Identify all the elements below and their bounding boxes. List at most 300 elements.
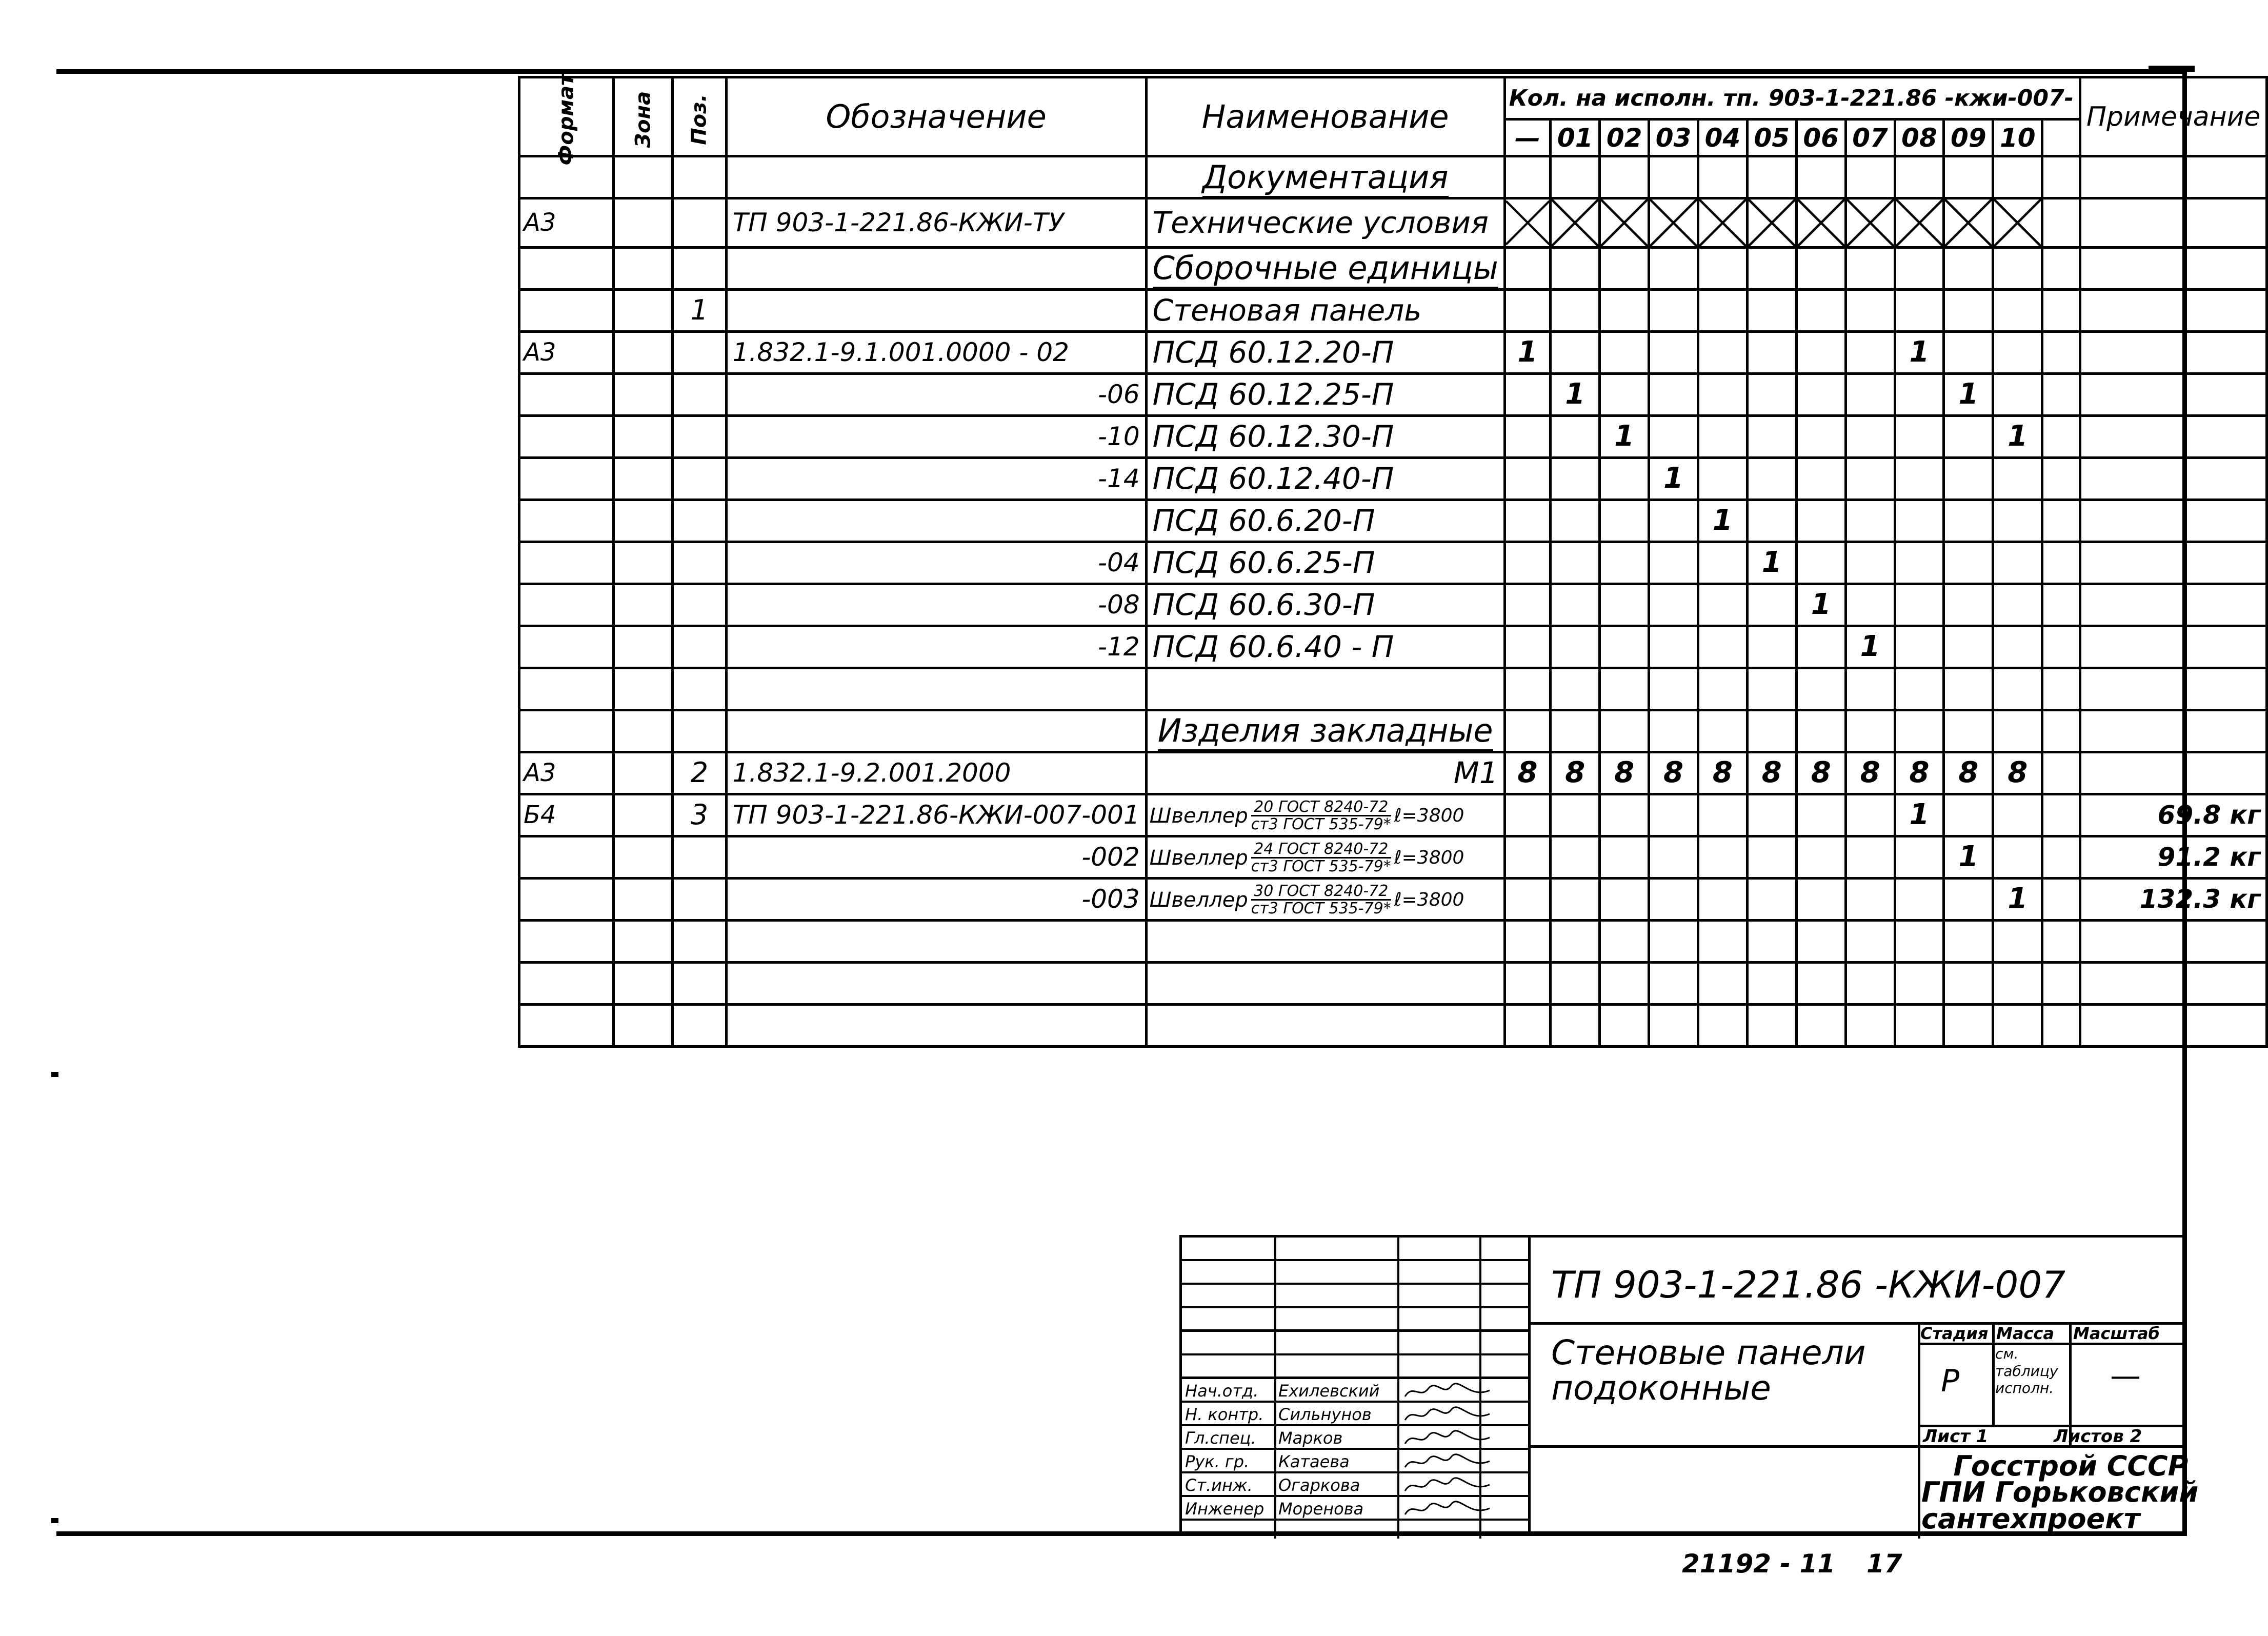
quantity-cell bbox=[1551, 331, 1600, 373]
quantity-cell: 8 bbox=[1600, 752, 1649, 794]
quantity-cell bbox=[1551, 1004, 1600, 1046]
name-cell: Изделия закладные bbox=[1146, 710, 1504, 752]
name-cell: Сборочные единицы bbox=[1146, 247, 1504, 289]
quantity-cell bbox=[1796, 920, 1845, 962]
position-cell bbox=[673, 156, 726, 198]
document-title: Стеновые панели подоконные bbox=[1551, 1333, 1866, 1408]
quantity-cell bbox=[1944, 415, 1993, 457]
quantity-cell bbox=[1993, 156, 2042, 198]
quantity-cell bbox=[1600, 836, 1649, 878]
variant-header: 06 bbox=[1796, 119, 1845, 156]
quantity-cell: 8 bbox=[1845, 752, 1895, 794]
crossed-cell bbox=[1747, 198, 1796, 248]
quantity-cell bbox=[1895, 156, 1944, 198]
quantity-cell bbox=[2042, 584, 2080, 626]
header-format: Формат bbox=[519, 77, 614, 156]
name-cell: ПСД 60.12.30-П bbox=[1146, 415, 1504, 457]
quantity-cell bbox=[1796, 373, 1845, 415]
position-cell bbox=[673, 710, 726, 752]
position-cell bbox=[673, 247, 726, 289]
quantity-cell bbox=[1649, 247, 1698, 289]
note-cell bbox=[2080, 415, 2267, 457]
quantity-cell bbox=[1504, 415, 1551, 457]
quantity-cell: 8 bbox=[1698, 752, 1747, 794]
name-cell bbox=[1146, 962, 1504, 1004]
table-row bbox=[519, 962, 2267, 1004]
quantity-cell bbox=[1845, 542, 1895, 584]
quantity-cell bbox=[1649, 626, 1698, 668]
staff-name: Марков bbox=[1278, 1428, 1343, 1448]
format-cell bbox=[519, 668, 614, 710]
quantity-cell bbox=[1845, 794, 1895, 836]
quantity-cell bbox=[1993, 373, 2042, 415]
quantity-cell bbox=[1649, 289, 1698, 331]
quantity-cell: 1 bbox=[1895, 794, 1944, 836]
quantity-cell bbox=[1895, 500, 1944, 542]
quantity-cell bbox=[1895, 542, 1944, 584]
position-cell bbox=[673, 373, 726, 415]
quantity-cell: 8 bbox=[1649, 752, 1698, 794]
quantity-cell bbox=[1944, 878, 1993, 920]
quantity-cell bbox=[1845, 962, 1895, 1004]
quantity-cell bbox=[1649, 331, 1698, 373]
table-row bbox=[519, 920, 2267, 962]
table-row bbox=[519, 584, 2267, 626]
quantity-cell bbox=[1895, 668, 1944, 710]
note-cell: 91.2 кг bbox=[2080, 836, 2267, 878]
staff-role: Н. контр. bbox=[1185, 1405, 1264, 1424]
quantity-cell bbox=[1796, 836, 1845, 878]
quantity-cell bbox=[1845, 500, 1895, 542]
quantity-cell bbox=[1551, 626, 1600, 668]
designation-cell: -06 bbox=[726, 373, 1146, 415]
table-row bbox=[519, 878, 2267, 920]
quantity-cell bbox=[1993, 500, 2042, 542]
name-cell: ПСД 60.12.40-П bbox=[1146, 457, 1504, 500]
designation-cell: ТП 903-1-221.86-КЖИ-ТУ bbox=[726, 198, 1146, 248]
quantity-cell bbox=[1747, 156, 1796, 198]
name-cell: Документация bbox=[1146, 156, 1504, 198]
quantity-cell bbox=[1944, 289, 1993, 331]
quantity-cell bbox=[2042, 668, 2080, 710]
corner-mark bbox=[2149, 66, 2195, 72]
quantity-cell bbox=[1698, 710, 1747, 752]
zone-cell bbox=[613, 584, 673, 626]
table-row bbox=[519, 156, 2267, 198]
quantity-cell bbox=[1845, 415, 1895, 457]
quantity-cell bbox=[1504, 457, 1551, 500]
position-cell: 2 bbox=[673, 752, 726, 794]
quantity-cell bbox=[1649, 500, 1698, 542]
quantity-cell: 1 bbox=[1504, 331, 1551, 373]
quantity-cell bbox=[1796, 415, 1845, 457]
stage-value: Р bbox=[1941, 1363, 1960, 1399]
quantity-cell bbox=[1944, 584, 1993, 626]
crossed-cell bbox=[1698, 198, 1747, 248]
scale-header: Масштаб bbox=[2073, 1324, 2160, 1343]
table-row bbox=[519, 331, 2267, 373]
designation-cell: -10 bbox=[726, 415, 1146, 457]
quantity-cell bbox=[1993, 1004, 2042, 1046]
format-cell bbox=[519, 542, 614, 584]
quantity-cell bbox=[1895, 247, 1944, 289]
quantity-cell bbox=[1600, 457, 1649, 500]
quantity-cell bbox=[2042, 710, 2080, 752]
variant-header bbox=[2042, 119, 2080, 156]
crossed-cell bbox=[1993, 198, 2042, 248]
quantity-cell bbox=[1649, 878, 1698, 920]
position-cell bbox=[673, 626, 726, 668]
quantity-cell bbox=[1993, 920, 2042, 962]
quantity-cell bbox=[1895, 457, 1944, 500]
quantity-cell bbox=[1993, 626, 2042, 668]
header-designation: Обозначение bbox=[726, 77, 1146, 156]
quantity-cell bbox=[1747, 836, 1796, 878]
header-zone: Зона bbox=[613, 77, 673, 156]
quantity-cell bbox=[1551, 710, 1600, 752]
name-cell: ПСД 60.12.20-П bbox=[1146, 331, 1504, 373]
zone-cell bbox=[613, 542, 673, 584]
format-cell bbox=[519, 415, 614, 457]
designation-cell bbox=[726, 247, 1146, 289]
quantity-cell bbox=[1649, 668, 1698, 710]
quantity-cell bbox=[1944, 457, 1993, 500]
quantity-cell bbox=[1600, 247, 1649, 289]
quantity-cell bbox=[1845, 878, 1895, 920]
quantity-cell bbox=[1845, 1004, 1895, 1046]
quantity-cell bbox=[1600, 794, 1649, 836]
quantity-cell bbox=[1895, 920, 1944, 962]
quantity-cell bbox=[1944, 331, 1993, 373]
quantity-cell bbox=[1845, 331, 1895, 373]
quantity-cell bbox=[1944, 794, 1993, 836]
sheet-number: Лист 1 bbox=[1923, 1426, 1989, 1447]
staff-role: Гл.спец. bbox=[1185, 1428, 1256, 1448]
quantity-cell bbox=[1993, 836, 2042, 878]
name-cell bbox=[1146, 920, 1504, 962]
quantity-cell bbox=[1796, 1004, 1845, 1046]
quantity-cell bbox=[1504, 962, 1551, 1004]
quantity-cell bbox=[2042, 247, 2080, 289]
quantity-cell bbox=[1845, 247, 1895, 289]
name-cell: ПСД 60.6.30-П bbox=[1146, 584, 1504, 626]
quantity-cell bbox=[1698, 836, 1747, 878]
quantity-cell bbox=[1895, 584, 1944, 626]
quantity-cell: 8 bbox=[1504, 752, 1551, 794]
note-cell bbox=[2080, 156, 2267, 198]
table-row bbox=[519, 415, 2267, 457]
quantity-cell bbox=[1993, 962, 2042, 1004]
quantity-cell bbox=[1504, 626, 1551, 668]
quantity-cell bbox=[1504, 920, 1551, 962]
quantity-cell bbox=[1649, 962, 1698, 1004]
zone-cell bbox=[613, 415, 673, 457]
variant-header: 03 bbox=[1649, 119, 1698, 156]
quantity-cell bbox=[1944, 542, 1993, 584]
quantity-cell: 1 bbox=[1944, 836, 1993, 878]
designation-cell bbox=[726, 156, 1146, 198]
mass-header: Масса bbox=[1996, 1324, 2054, 1343]
zone-cell bbox=[613, 1004, 673, 1046]
zone-cell bbox=[613, 247, 673, 289]
format-cell bbox=[519, 289, 614, 331]
zone-cell bbox=[613, 331, 673, 373]
title-block bbox=[1179, 1235, 2199, 1536]
quantity-cell bbox=[1551, 247, 1600, 289]
quantity-cell bbox=[2042, 920, 2080, 962]
designation-cell: -08 bbox=[726, 584, 1146, 626]
variant-header: 07 bbox=[1845, 119, 1895, 156]
quantity-cell bbox=[1698, 626, 1747, 668]
quantity-cell bbox=[1747, 500, 1796, 542]
name-cell: ПСД 60.6.40 - П bbox=[1146, 626, 1504, 668]
designation-cell bbox=[726, 710, 1146, 752]
crossed-cell bbox=[1944, 198, 1993, 248]
format-cell bbox=[519, 710, 614, 752]
crossed-cell bbox=[1845, 198, 1895, 248]
designation-cell bbox=[726, 962, 1146, 1004]
position-cell bbox=[673, 668, 726, 710]
quantity-cell bbox=[1698, 331, 1747, 373]
crossed-cell bbox=[1600, 198, 1649, 248]
quantity-cell bbox=[1698, 962, 1747, 1004]
table-row bbox=[519, 247, 2267, 289]
quantity-cell bbox=[1895, 1004, 1944, 1046]
signature-table bbox=[1179, 1235, 1528, 1536]
quantity-cell bbox=[2042, 962, 2080, 1004]
quantity-cell: 8 bbox=[1796, 752, 1845, 794]
format-cell: Б4 bbox=[519, 794, 614, 836]
quantity-cell: 1 bbox=[1600, 415, 1649, 457]
stage-header: Стадия bbox=[1920, 1324, 1989, 1343]
quantity-cell bbox=[1504, 373, 1551, 415]
position-cell bbox=[673, 457, 726, 500]
quantity-cell bbox=[1698, 584, 1747, 626]
quantity-cell bbox=[1747, 247, 1796, 289]
quantity-cell bbox=[1944, 1004, 1993, 1046]
quantity-cell bbox=[1944, 710, 1993, 752]
quantity-cell bbox=[1895, 962, 1944, 1004]
designation-cell: -12 bbox=[726, 626, 1146, 668]
quantity-cell bbox=[1895, 878, 1944, 920]
zone-cell bbox=[613, 373, 673, 415]
staff-name: Ехилевский bbox=[1278, 1381, 1380, 1401]
quantity-cell bbox=[1551, 794, 1600, 836]
quantity-cell bbox=[1993, 457, 2042, 500]
quantity-cell bbox=[1796, 247, 1845, 289]
note-cell bbox=[2080, 500, 2267, 542]
note-cell bbox=[2080, 584, 2267, 626]
quantity-cell bbox=[1796, 878, 1845, 920]
note-cell bbox=[2080, 331, 2267, 373]
quantity-cell bbox=[1796, 710, 1845, 752]
quantity-cell bbox=[1993, 668, 2042, 710]
quantity-cell bbox=[1551, 668, 1600, 710]
quantity-cell bbox=[1649, 794, 1698, 836]
position-cell bbox=[673, 415, 726, 457]
quantity-cell bbox=[1993, 710, 2042, 752]
quantity-cell bbox=[1600, 373, 1649, 415]
quantity-cell bbox=[1747, 878, 1796, 920]
signature bbox=[1402, 1381, 1495, 1404]
quantity-cell bbox=[1504, 1004, 1551, 1046]
format-cell bbox=[519, 878, 614, 920]
zone-cell bbox=[613, 710, 673, 752]
quantity-cell bbox=[1600, 710, 1649, 752]
quantity-cell bbox=[1551, 457, 1600, 500]
format-cell bbox=[519, 500, 614, 542]
quantity-cell bbox=[1845, 836, 1895, 878]
quantity-cell bbox=[1796, 331, 1845, 373]
designation-cell: ТП 903-1-221.86-КЖИ-007-001 bbox=[726, 794, 1146, 836]
table-row bbox=[519, 373, 2267, 415]
quantity-cell bbox=[1845, 920, 1895, 962]
edge-mark bbox=[51, 1072, 58, 1077]
quantity-cell bbox=[1649, 542, 1698, 584]
signature bbox=[1402, 1428, 1495, 1451]
note-cell bbox=[2080, 289, 2267, 331]
quantity-cell bbox=[1600, 156, 1649, 198]
format-cell: А3 bbox=[519, 331, 614, 373]
table-row bbox=[519, 668, 2267, 710]
quantity-cell bbox=[2042, 752, 2080, 794]
quantity-cell bbox=[2042, 626, 2080, 668]
position-cell bbox=[673, 962, 726, 1004]
format-cell bbox=[519, 626, 614, 668]
position-cell bbox=[673, 920, 726, 962]
quantity-cell bbox=[1698, 668, 1747, 710]
quantity-cell bbox=[1600, 584, 1649, 626]
note-cell bbox=[2080, 710, 2267, 752]
quantity-cell bbox=[2042, 836, 2080, 878]
note-cell bbox=[2080, 1004, 2267, 1046]
quantity-cell bbox=[1649, 415, 1698, 457]
quantity-cell bbox=[1649, 920, 1698, 962]
quantity-cell bbox=[1845, 373, 1895, 415]
format-cell bbox=[519, 962, 614, 1004]
quantity-cell: 1 bbox=[1747, 542, 1796, 584]
name-cell: Стеновая панель bbox=[1146, 289, 1504, 331]
name-cell: Швеллер $\frac{\text{20 ГОСТ 8240-72}}{\text{ст3 ГОСТ 535-79*}}$ ℓ=3800 bbox=[1146, 794, 1504, 836]
header-pos: Поз. bbox=[673, 77, 726, 156]
variant-header: 02 bbox=[1600, 119, 1649, 156]
quantity-cell bbox=[2042, 794, 2080, 836]
variant-header: — bbox=[1504, 119, 1551, 156]
quantity-cell bbox=[1551, 415, 1600, 457]
position-cell bbox=[673, 331, 726, 373]
quantity-cell bbox=[1600, 878, 1649, 920]
quantity-cell bbox=[1698, 289, 1747, 331]
quantity-cell bbox=[1747, 415, 1796, 457]
quantity-cell: 1 bbox=[1551, 373, 1600, 415]
format-cell bbox=[519, 920, 614, 962]
variant-header: 09 bbox=[1944, 119, 1993, 156]
format-cell: А3 bbox=[519, 198, 614, 248]
page-number: 17 bbox=[1866, 1549, 1902, 1579]
quantity-cell bbox=[1747, 331, 1796, 373]
variant-header: 01 bbox=[1551, 119, 1600, 156]
edge-mark bbox=[51, 1518, 58, 1523]
quantity-cell bbox=[1845, 457, 1895, 500]
title-area bbox=[1528, 1235, 2199, 1536]
quantity-cell: 8 bbox=[1895, 752, 1944, 794]
quantity-cell bbox=[1895, 836, 1944, 878]
quantity-cell bbox=[1796, 289, 1845, 331]
mass-value: см. таблицу исполн. bbox=[1995, 1345, 2058, 1397]
document-code: ТП 903-1-221.86 -КЖИ-007 bbox=[1551, 1263, 2065, 1306]
position-cell bbox=[673, 1004, 726, 1046]
quantity-cell bbox=[2042, 1004, 2080, 1046]
quantity-cell bbox=[1895, 289, 1944, 331]
designation-cell: -003 bbox=[726, 878, 1146, 920]
quantity-cell bbox=[1600, 542, 1649, 584]
quantity-cell bbox=[1796, 962, 1845, 1004]
zone-cell bbox=[613, 668, 673, 710]
quantity-cell: 1 bbox=[1895, 331, 1944, 373]
quantity-cell bbox=[1698, 156, 1747, 198]
variant-header: 05 bbox=[1747, 119, 1796, 156]
quantity-cell bbox=[1845, 668, 1895, 710]
signature bbox=[1402, 1405, 1495, 1427]
quantity-cell bbox=[2042, 289, 2080, 331]
zone-cell bbox=[613, 920, 673, 962]
name-cell: М1 bbox=[1146, 752, 1504, 794]
quantity-cell: 8 bbox=[1944, 752, 1993, 794]
signature bbox=[1402, 1499, 1495, 1522]
quantity-cell bbox=[2042, 156, 2080, 198]
name-cell bbox=[1146, 668, 1504, 710]
designation-cell bbox=[726, 668, 1146, 710]
quantity-cell bbox=[1698, 373, 1747, 415]
crossed-cell bbox=[1895, 198, 1944, 248]
note-cell bbox=[2080, 542, 2267, 584]
zone-cell bbox=[613, 626, 673, 668]
quantity-cell bbox=[1551, 289, 1600, 331]
designation-cell bbox=[726, 920, 1146, 962]
designation-cell: -002 bbox=[726, 836, 1146, 878]
quantity-cell bbox=[2042, 331, 2080, 373]
quantity-cell bbox=[1698, 415, 1747, 457]
header-note: Примечание bbox=[2080, 77, 2267, 156]
table-row bbox=[519, 710, 2267, 752]
quantity-cell bbox=[1649, 373, 1698, 415]
quantity-cell bbox=[1845, 710, 1895, 752]
quantity-cell bbox=[1747, 962, 1796, 1004]
quantity-cell bbox=[1993, 794, 2042, 836]
note-cell bbox=[2080, 626, 2267, 668]
quantity-cell bbox=[1796, 500, 1845, 542]
quantity-cell bbox=[1504, 878, 1551, 920]
staff-name: Моренова bbox=[1278, 1499, 1364, 1519]
quantity-cell bbox=[1747, 794, 1796, 836]
staff-role: Рук. гр. bbox=[1185, 1452, 1250, 1471]
table-row bbox=[519, 752, 2267, 794]
quantity-cell bbox=[1504, 500, 1551, 542]
note-cell bbox=[2080, 668, 2267, 710]
quantity-cell bbox=[1796, 457, 1845, 500]
quantity-cell bbox=[1504, 668, 1551, 710]
quantity-cell bbox=[1845, 156, 1895, 198]
quantity-cell bbox=[1993, 289, 2042, 331]
quantity-cell bbox=[1944, 920, 1993, 962]
signature bbox=[1402, 1452, 1495, 1474]
quantity-cell: 1 bbox=[1993, 415, 2042, 457]
crossed-cell bbox=[1551, 198, 1600, 248]
position-cell bbox=[673, 584, 726, 626]
quantity-cell bbox=[1504, 289, 1551, 331]
zone-cell bbox=[613, 836, 673, 878]
quantity-cell bbox=[2042, 500, 2080, 542]
